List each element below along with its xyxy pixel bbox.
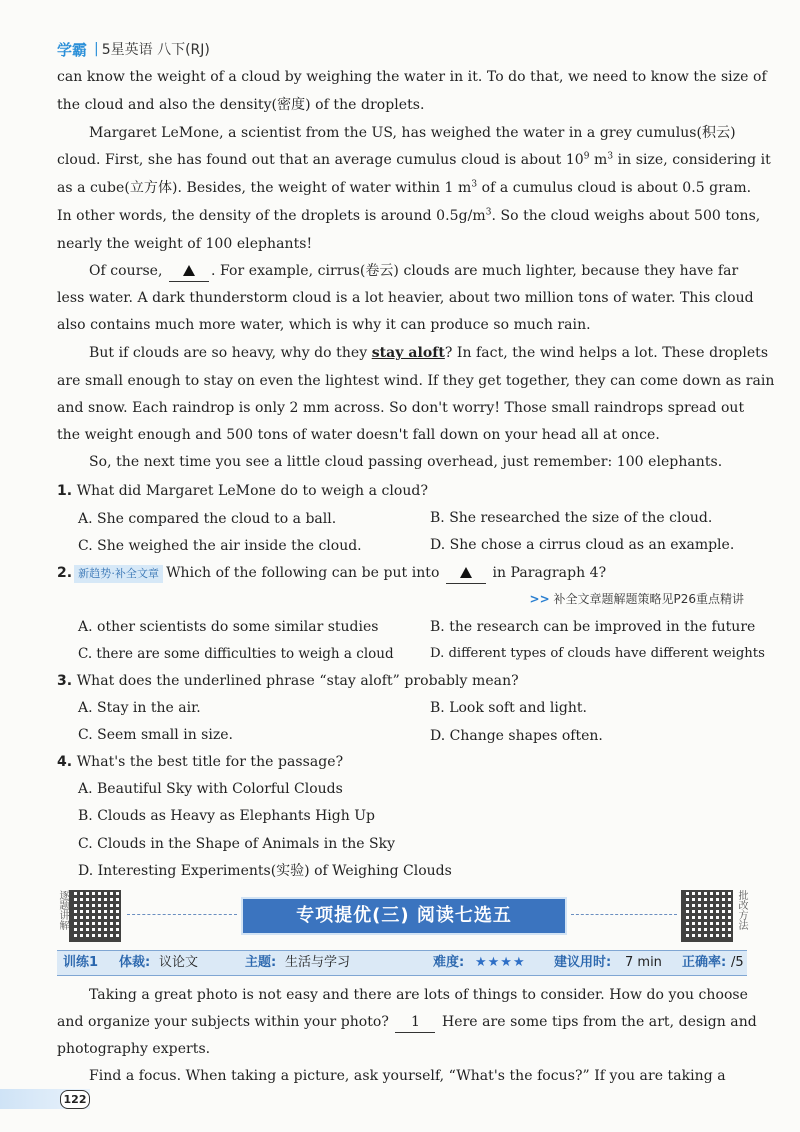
question-4	[57, 752, 747, 772]
text-fragment: ? In fact, the wind helps a lot. These droplets	[444, 345, 769, 361]
option-d[interactable]: D. different types of clouds have different weights	[430, 646, 765, 661]
option-a[interactable]: A. Beautiful Sky with Colorful Clouds	[78, 781, 343, 797]
passage-line: Taking a great photo is not easy and there are lots of things to consider. How do you choose	[89, 987, 748, 1003]
double-arrow-icon: >>	[529, 592, 550, 606]
question-text: What does the underlined phrase “stay aloft” probably mean?	[76, 673, 519, 689]
text-fragment: in size, considering it	[613, 152, 771, 168]
underlined-phrase: stay aloft	[371, 345, 445, 361]
answer-blank[interactable]	[169, 261, 209, 282]
question-2	[57, 563, 747, 584]
option-a[interactable]: A. Stay in the air.	[78, 700, 201, 716]
qr-side-label: 批改方法	[736, 890, 747, 930]
option-d[interactable]: D. Change shapes often.	[430, 728, 603, 744]
passage-line: photography experts.	[57, 1041, 211, 1057]
option-d[interactable]: D. She chose a cirrus cloud as an example.	[430, 537, 735, 553]
strategy-hint[interactable]	[530, 590, 744, 607]
header-separator: |	[94, 41, 99, 57]
question-number: 3.	[57, 673, 73, 689]
passage-line	[57, 206, 761, 226]
option-c[interactable]: C. Seem small in size.	[78, 727, 233, 743]
text-fragment: . So the cloud weighs about 500 tons,	[491, 208, 761, 224]
question-text: in Paragraph 4?	[487, 565, 607, 581]
text-fragment: as a cube(立方体). Besides, the weight of water within 1 m	[57, 180, 472, 196]
text-fragment: Of course,	[89, 263, 168, 279]
option-b[interactable]: B. the research can be improved in the future	[430, 619, 756, 635]
time-key: 建议用时:	[554, 955, 612, 970]
genre-value: 议论文	[159, 955, 199, 970]
passage-line: So, the next time you see a little cloud passing overhead, just remember: 100 elephants.	[89, 454, 723, 470]
option-a[interactable]: A. She compared the cloud to a ball.	[78, 511, 337, 527]
book-header	[57, 37, 210, 61]
text-fragment: of a cumulus cloud is about 0.5 gram.	[477, 180, 752, 196]
time-value: 7 min	[625, 955, 662, 970]
accuracy-key: 正确率:	[682, 955, 727, 970]
option-d[interactable]: D. Interesting Experiments(实验) of Weighing Clouds	[78, 863, 452, 879]
passage-line: Margaret LeMone, a scientist from the US, has weighed the water in a grey cumulus(积云)	[89, 125, 736, 141]
answer-blank-ref	[446, 563, 486, 584]
divider	[127, 914, 237, 915]
text-fragment: cloud. First, she has found out that an average cumulus cloud is about 10	[57, 152, 584, 168]
text-fragment: m	[589, 152, 608, 168]
new-trend-tag: 新趋势·补全文章	[74, 565, 163, 583]
option-c[interactable]: C. She weighed the air inside the cloud.	[78, 538, 362, 554]
option-b[interactable]: B. Clouds as Heavy as Elephants High Up	[78, 808, 375, 824]
passage-line: can know the weight of a cloud by weighing the water in it. To do that, we need to know the size of	[57, 69, 767, 85]
triangle-icon	[183, 265, 195, 276]
question-text: What's the best title for the passage?	[76, 754, 344, 770]
text-fragment: . For example, cirrus(卷云) clouds are much lighter, because they have far	[211, 263, 739, 279]
passage-line: are small enough to stay on even the lightest wind. If they get together, they can come down as rain	[57, 373, 775, 389]
section-title: 专项提优(三) 阅读七选五	[243, 899, 565, 933]
option-b[interactable]: B. Look soft and light.	[430, 700, 587, 716]
exponent: 3	[471, 179, 478, 190]
passage-line	[57, 150, 771, 170]
passage-line: Find a focus. When taking a picture, ask yourself, “What's the focus?” If you are taking a	[89, 1068, 726, 1084]
passage-line: also contains much more water, which is why it can produce so much rain.	[57, 317, 591, 333]
text-fragment: In other words, the density of the droplets is around 0.5g/m	[57, 208, 486, 224]
passage-line	[57, 343, 779, 363]
option-c[interactable]: C. Clouds in the Shape of Animals in the Sky	[78, 836, 396, 852]
passage-line: nearly the weight of 100 elephants!	[57, 236, 313, 252]
question-number: 1.	[57, 483, 73, 499]
passage-line: the cloud and also the density(密度) of the droplets.	[57, 97, 425, 113]
section-banner	[57, 890, 747, 946]
option-b[interactable]: B. She researched the size of the cloud.	[430, 510, 713, 526]
theme-key: 主题:	[245, 955, 277, 970]
qr-side-label: 逐题讲解	[57, 890, 68, 930]
question-number: 2.	[57, 565, 73, 581]
passage-line: less water. A dark thunderstorm cloud is a lot heavier, about two million tons of water. This cloud	[57, 290, 754, 306]
question-number: 4.	[57, 754, 73, 770]
passage-line	[57, 178, 752, 198]
option-a[interactable]: A. other scientists do some similar studies	[78, 619, 379, 635]
exponent: 3	[607, 151, 614, 162]
option-c[interactable]: C. there are some difficulties to weigh a cloud	[78, 646, 394, 662]
page-number: 122	[60, 1090, 90, 1109]
text-fragment: and organize your subjects within your photo?	[57, 1014, 394, 1030]
hint-text: 补全文章题解题策略见P26重点精讲	[553, 592, 744, 606]
training-label: 训练1	[63, 955, 99, 970]
theme-value: 生活与学习	[285, 955, 351, 970]
book-title: 5星英语 八下(RJ)	[101, 42, 210, 58]
passage-line	[57, 261, 779, 282]
passage-line: and snow. Each raindrop is only 2 mm across. So don't worry! Those small raindrops spread out	[57, 400, 745, 416]
accuracy-value: /5	[731, 955, 744, 970]
training-info-bar	[57, 950, 747, 976]
triangle-icon	[460, 567, 472, 578]
brand-logo: 学霸	[57, 40, 88, 59]
question-1	[57, 481, 747, 501]
passage-line	[57, 1012, 757, 1033]
genre-key: 体裁:	[119, 955, 151, 970]
answer-blank[interactable]: 1	[395, 1012, 435, 1033]
question-text: Which of the following can be put into	[166, 565, 444, 581]
exponent: 9	[583, 151, 590, 162]
qr-code-icon[interactable]	[69, 890, 121, 942]
question-3	[57, 671, 747, 691]
question-text: What did Margaret LeMone do to weigh a cloud?	[76, 483, 429, 499]
difficulty-key: 难度:	[433, 955, 465, 970]
passage-line: the weight enough and 500 tons of water doesn't fall down on your head all at once.	[57, 427, 660, 443]
text-fragment: But if clouds are so heavy, why do they	[89, 345, 372, 361]
exponent: 3	[485, 207, 492, 218]
text-fragment: Here are some tips from the art, design and	[437, 1014, 757, 1030]
qr-code-icon[interactable]	[681, 890, 733, 942]
difficulty-stars: ★★★★	[475, 955, 526, 970]
divider	[571, 914, 677, 915]
